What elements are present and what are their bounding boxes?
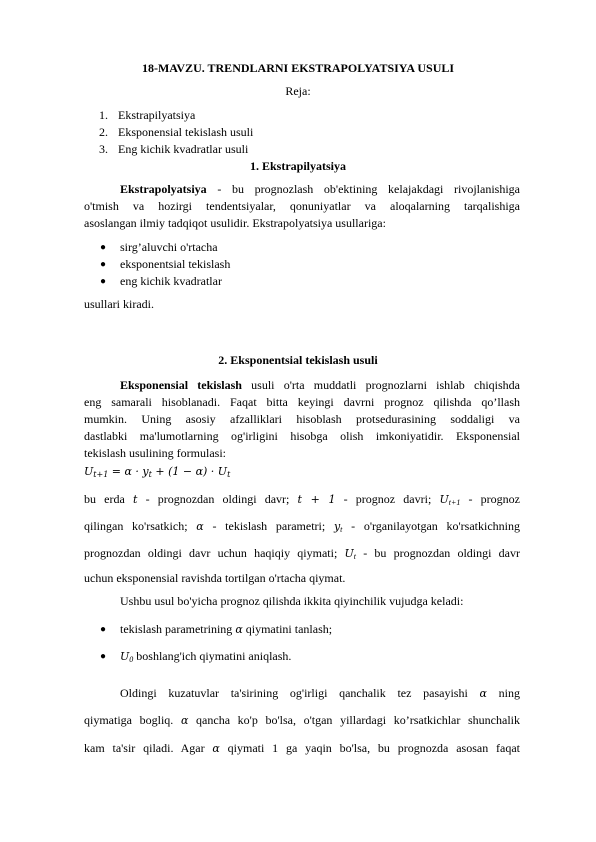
text-run: - tekislash parametri; xyxy=(203,519,334,533)
text-run: t+1 xyxy=(93,470,109,479)
text-run: α xyxy=(196,520,204,533)
definitions-line: uchun eksponensial ravishda tortilgan o'rtacha qiymat. xyxy=(84,571,346,585)
text-run: qiymatiga bogliq. xyxy=(84,713,181,727)
section2-paragraph-line: tekislash usulining formulasi: xyxy=(84,446,226,460)
paragraph-line xyxy=(84,686,520,701)
section1-paragraph-line xyxy=(84,182,520,197)
text-run: - prognoz xyxy=(460,492,521,506)
text-run: U xyxy=(439,493,449,506)
text-run: ning xyxy=(486,686,520,700)
method-list-item: sirg’aluvchi o'rtacha xyxy=(120,240,218,254)
text-run: qiymatini tanlash; xyxy=(242,622,333,636)
text-run: - bu prognozlash ob'ektining kelajakdagi rivojlanishiga xyxy=(206,182,520,196)
section2-paragraph-line: mumkin. Uning asosiy afzalliklari hisoblash protsedurasining soddaligi va xyxy=(84,412,520,426)
bullet-dot-icon: ● xyxy=(100,259,107,270)
plan-item: Ekstrapilyatsiya xyxy=(118,108,196,122)
text-run: + (1 − α) · U xyxy=(151,465,228,478)
text-run: α xyxy=(180,714,189,727)
text-run: tekislash parametrining xyxy=(120,622,236,636)
method-list-item: eng kichik kvadratlar xyxy=(120,274,222,288)
text-run: t xyxy=(340,525,343,534)
section1-term: Ekstrapolyatsiya xyxy=(120,182,207,196)
definitions-line xyxy=(84,546,520,564)
text-run: α xyxy=(212,742,220,755)
bullet-dot-icon: ● xyxy=(100,242,107,253)
plan-number: 1. xyxy=(99,108,108,122)
text-run: t+1 xyxy=(448,498,461,507)
bullet-dot-icon: ● xyxy=(100,276,107,287)
text-run: U xyxy=(120,650,130,663)
section2-paragraph-line xyxy=(84,378,520,393)
text-run: prognozdan oldingi davr uchun haqiqiy qiymati; xyxy=(84,546,345,560)
text-run: U xyxy=(344,547,354,560)
text-run: kam ta'sir qiladi. Agar xyxy=(84,741,213,755)
text-run: U xyxy=(84,465,94,478)
section1-paragraph-line: asoslangan ilmiy tadqiqot usulidir. Ekstrapolyatsiya usullariga: xyxy=(84,216,386,230)
text-run: Oldingi kuzatuvlar ta'sirining og'irligi qanchalik tez pasayishi xyxy=(120,686,480,700)
section2-term: Eksponensial tekislash xyxy=(120,378,242,392)
section1-heading: 1. Ekstrapilyatsiya xyxy=(249,159,346,173)
text-run: t xyxy=(132,493,138,506)
text-run: - o'rganilayotgan ko'rsatkichning xyxy=(342,519,521,533)
definitions-line xyxy=(84,492,520,510)
difficulties-intro: Ushbu usul bo'yicha prognoz qilishda ikkita qiyinchilik vujudga keladi: xyxy=(120,594,464,608)
section2-heading: 2. Eksponentsial tekislash usuli xyxy=(218,353,378,367)
plan-item: Eksponensial tekislash usuli xyxy=(118,125,254,139)
section2-paragraph-line: dastlabki ma'lumotlarning og'irligini hisobga olish imkoniyatidir. Eksponensial xyxy=(84,429,520,443)
text-run: boshlang'ich qiymatini aniqlash. xyxy=(133,649,292,663)
paragraph-line xyxy=(84,713,520,728)
plan-heading: Reja: xyxy=(285,84,311,98)
text-run: α xyxy=(479,687,487,700)
document-title: 18-MAVZU. TRENDLARNI EKSTRAPOLYATSIYA USULI xyxy=(141,61,455,75)
text-run: t xyxy=(227,470,231,479)
text-run: α xyxy=(235,623,243,636)
paragraph-line xyxy=(84,741,520,756)
text-run: t xyxy=(148,470,152,479)
text-run: = α · y xyxy=(108,465,149,478)
text-run: t xyxy=(353,552,357,561)
text-run: y xyxy=(333,520,341,533)
section2-paragraph-line: eng samarali hisoblanadi. Faqat bitta keyingi davrni prognoz qilishda qo’llash xyxy=(84,395,520,409)
bullet-dot-icon: ● xyxy=(100,651,107,662)
text-run: qiymati 1 ga yaqin bo'lsa, bu prognozda asosan faqat xyxy=(219,741,521,755)
plan-item: Eng kichik kvadratlar usuli xyxy=(118,142,249,156)
text-run: - prognoz davri; xyxy=(335,492,440,506)
section1-closing: usullari kiradi. xyxy=(84,297,154,311)
text-run: qilingan ko'rsatkich; xyxy=(84,519,197,533)
smoothing-formula xyxy=(84,464,520,482)
section1-paragraph-line: o'tmish va hozirgi tendentsiyalar, qonuniyatlar va aloqalarning tarqalishiga xyxy=(84,199,520,213)
difficulty-list-item xyxy=(120,649,291,667)
text-run: qancha ko'p bo'lsa, o'tgan yillardagi ko’rsatkichlar shunchalik xyxy=(188,713,520,727)
text-run: - prognozdan oldingi davr; xyxy=(137,492,298,506)
plan-number: 2. xyxy=(99,125,108,139)
difficulty-list-item xyxy=(120,622,332,637)
plan-number: 3. xyxy=(99,142,108,156)
text-run: usuli o'rta muddatli prognozlarni ishlab chiqishda xyxy=(241,378,520,392)
text-run: 0 xyxy=(129,655,134,664)
definitions-line xyxy=(84,519,520,537)
text-run: bu erda xyxy=(84,492,133,506)
bullet-dot-icon: ● xyxy=(100,624,107,635)
method-list-item: eksponentsial tekislash xyxy=(120,257,231,271)
text-run: - bu prognozdan oldingi davr xyxy=(356,546,520,560)
text-run: t + 1 xyxy=(297,493,336,506)
